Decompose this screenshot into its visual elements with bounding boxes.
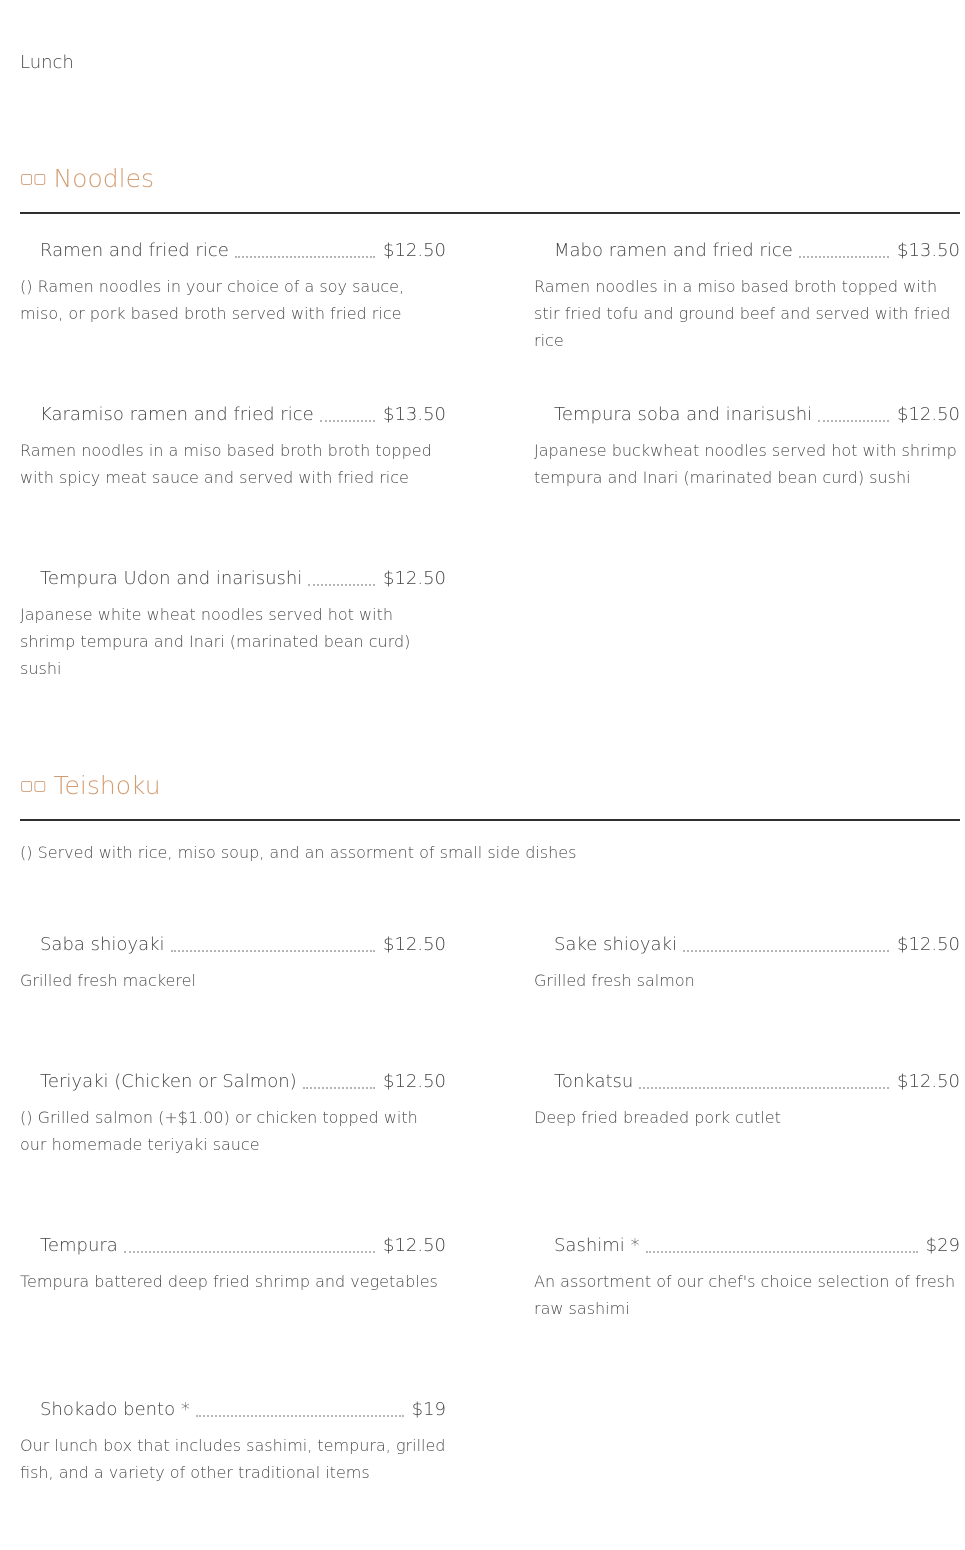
leader-dots xyxy=(124,1250,375,1253)
menu-item-description: () Grilled salmon (+$1.00) or chicken topped with our homemade teriyaki sauce xyxy=(20,1108,418,1155)
menu-item xyxy=(20,397,446,491)
menu-item-name: Ramen and fried rice xyxy=(40,240,229,262)
leader-dots xyxy=(171,949,375,952)
menu-item-header xyxy=(20,1392,446,1420)
leader-dots xyxy=(308,583,375,586)
menu-item-description: Japanese white wheat noodles served hot with shrimp tempura and Inari (marinated bean curd) sushi xyxy=(20,605,411,679)
leader-dots xyxy=(683,949,889,952)
menu-item-price: $13.50 xyxy=(383,404,446,426)
menu-item xyxy=(20,561,446,683)
menu-item-header xyxy=(20,1228,446,1256)
menu-item-description: () Ramen noodles in your choice of a soy sauce, miso, or pork based broth served with fried rice xyxy=(20,277,405,324)
menu-item-header xyxy=(20,1064,446,1092)
menu-item-name: Tempura soba and inarisushi xyxy=(554,404,813,426)
menu-item-price: $12.50 xyxy=(383,240,446,262)
menu-item xyxy=(20,1392,446,1486)
menu-item-price: $12.50 xyxy=(383,568,446,590)
menu-item xyxy=(20,233,446,327)
leader-dots xyxy=(235,255,375,258)
leader-dots xyxy=(799,255,889,258)
menu-item-description: Ramen noodles in a miso based broth broth topped with spicy meat sauce and served with fried rice xyxy=(20,441,432,488)
menu-item-header xyxy=(534,927,960,955)
section-title-text: Noodles xyxy=(53,164,154,193)
menu-item xyxy=(534,927,960,994)
menu-item xyxy=(534,1064,960,1131)
menu-item-name: Tempura xyxy=(40,1235,118,1257)
menu-item-header xyxy=(20,233,446,261)
menu-item-header xyxy=(20,927,446,955)
menu-item-description: Japanese buckwheat noodles served hot with shrimp tempura and Inari (marinated bean curd) sushi xyxy=(534,441,957,488)
menu-item-price: $12.50 xyxy=(383,934,446,956)
menu-item-header xyxy=(534,1064,960,1092)
section-note: () Served with rice, miso soup, and an assorment of small side dishes xyxy=(20,843,577,862)
leader-dots xyxy=(320,419,375,422)
menu-title: Lunch xyxy=(20,52,74,73)
leader-dots xyxy=(303,1086,375,1089)
menu-item-name: Saba shioyaki xyxy=(40,934,165,956)
menu-item-price: $13.50 xyxy=(897,240,960,262)
menu-item-name: Tonkatsu xyxy=(554,1071,634,1093)
leader-dots xyxy=(639,1086,889,1089)
leader-dots xyxy=(818,419,889,422)
menu-item-price: $12.50 xyxy=(897,934,960,956)
menu-item-description: An assortment of our chef's choice selection of fresh raw sashimi xyxy=(534,1272,956,1319)
menu-item-price: $12.50 xyxy=(383,1235,446,1257)
menu-item-name: Sashimi * xyxy=(554,1235,640,1257)
section-header-noodles xyxy=(20,164,960,214)
menu-item-description: Grilled fresh salmon xyxy=(534,971,695,990)
menu-item xyxy=(20,927,446,994)
menu-item xyxy=(534,397,960,491)
menu-item xyxy=(20,1064,446,1158)
section-title xyxy=(20,164,154,193)
menu-item-name: Mabo ramen and fried rice xyxy=(554,240,793,262)
menu-item-name: Shokado bento * xyxy=(40,1399,190,1421)
menu-item xyxy=(20,1228,446,1295)
menu-item-price: $29 xyxy=(925,1235,960,1257)
menu-item-name: Teriyaki (Chicken or Salmon) xyxy=(40,1071,297,1093)
menu-item-description: Grilled fresh mackerel xyxy=(20,971,196,990)
menu-item-description: Our lunch box that includes sashimi, tempura, grilled fish, and a variety of other traditional items xyxy=(20,1436,446,1483)
menu-item-name: Sake shioyaki xyxy=(554,934,677,956)
meal-icon: ▢▢ xyxy=(20,778,47,794)
menu-item-description: Tempura battered deep fried shrimp and vegetables xyxy=(20,1272,438,1291)
leader-dots xyxy=(646,1250,918,1253)
menu-item-header xyxy=(20,397,446,425)
section-header-teishoku xyxy=(20,771,960,821)
leader-dots xyxy=(196,1414,404,1417)
menu-item-description: Deep fried breaded pork cutlet xyxy=(534,1108,781,1127)
menu-item-header xyxy=(534,233,960,261)
menu-item-name: Karamiso ramen and fried rice xyxy=(40,404,314,426)
noodle-icon: ▢▢ xyxy=(20,171,47,187)
menu-item-price: $12.50 xyxy=(897,404,960,426)
menu-item xyxy=(534,1228,960,1322)
menu-item-price: $19 xyxy=(411,1399,446,1421)
menu-item-price: $12.50 xyxy=(383,1071,446,1093)
menu-item-price: $12.50 xyxy=(897,1071,960,1093)
section-title-text: Teishoku xyxy=(53,771,161,800)
menu-item-header xyxy=(534,397,960,425)
section-title xyxy=(20,771,161,800)
menu-item-name: Tempura Udon and inarisushi xyxy=(40,568,303,590)
menu-item-header xyxy=(534,1228,960,1256)
menu-item xyxy=(534,233,960,355)
menu-item-description: Ramen noodles in a miso based broth topped with stir fried tofu and ground beef and served with fried rice xyxy=(534,277,951,351)
menu-item-header xyxy=(20,561,446,589)
